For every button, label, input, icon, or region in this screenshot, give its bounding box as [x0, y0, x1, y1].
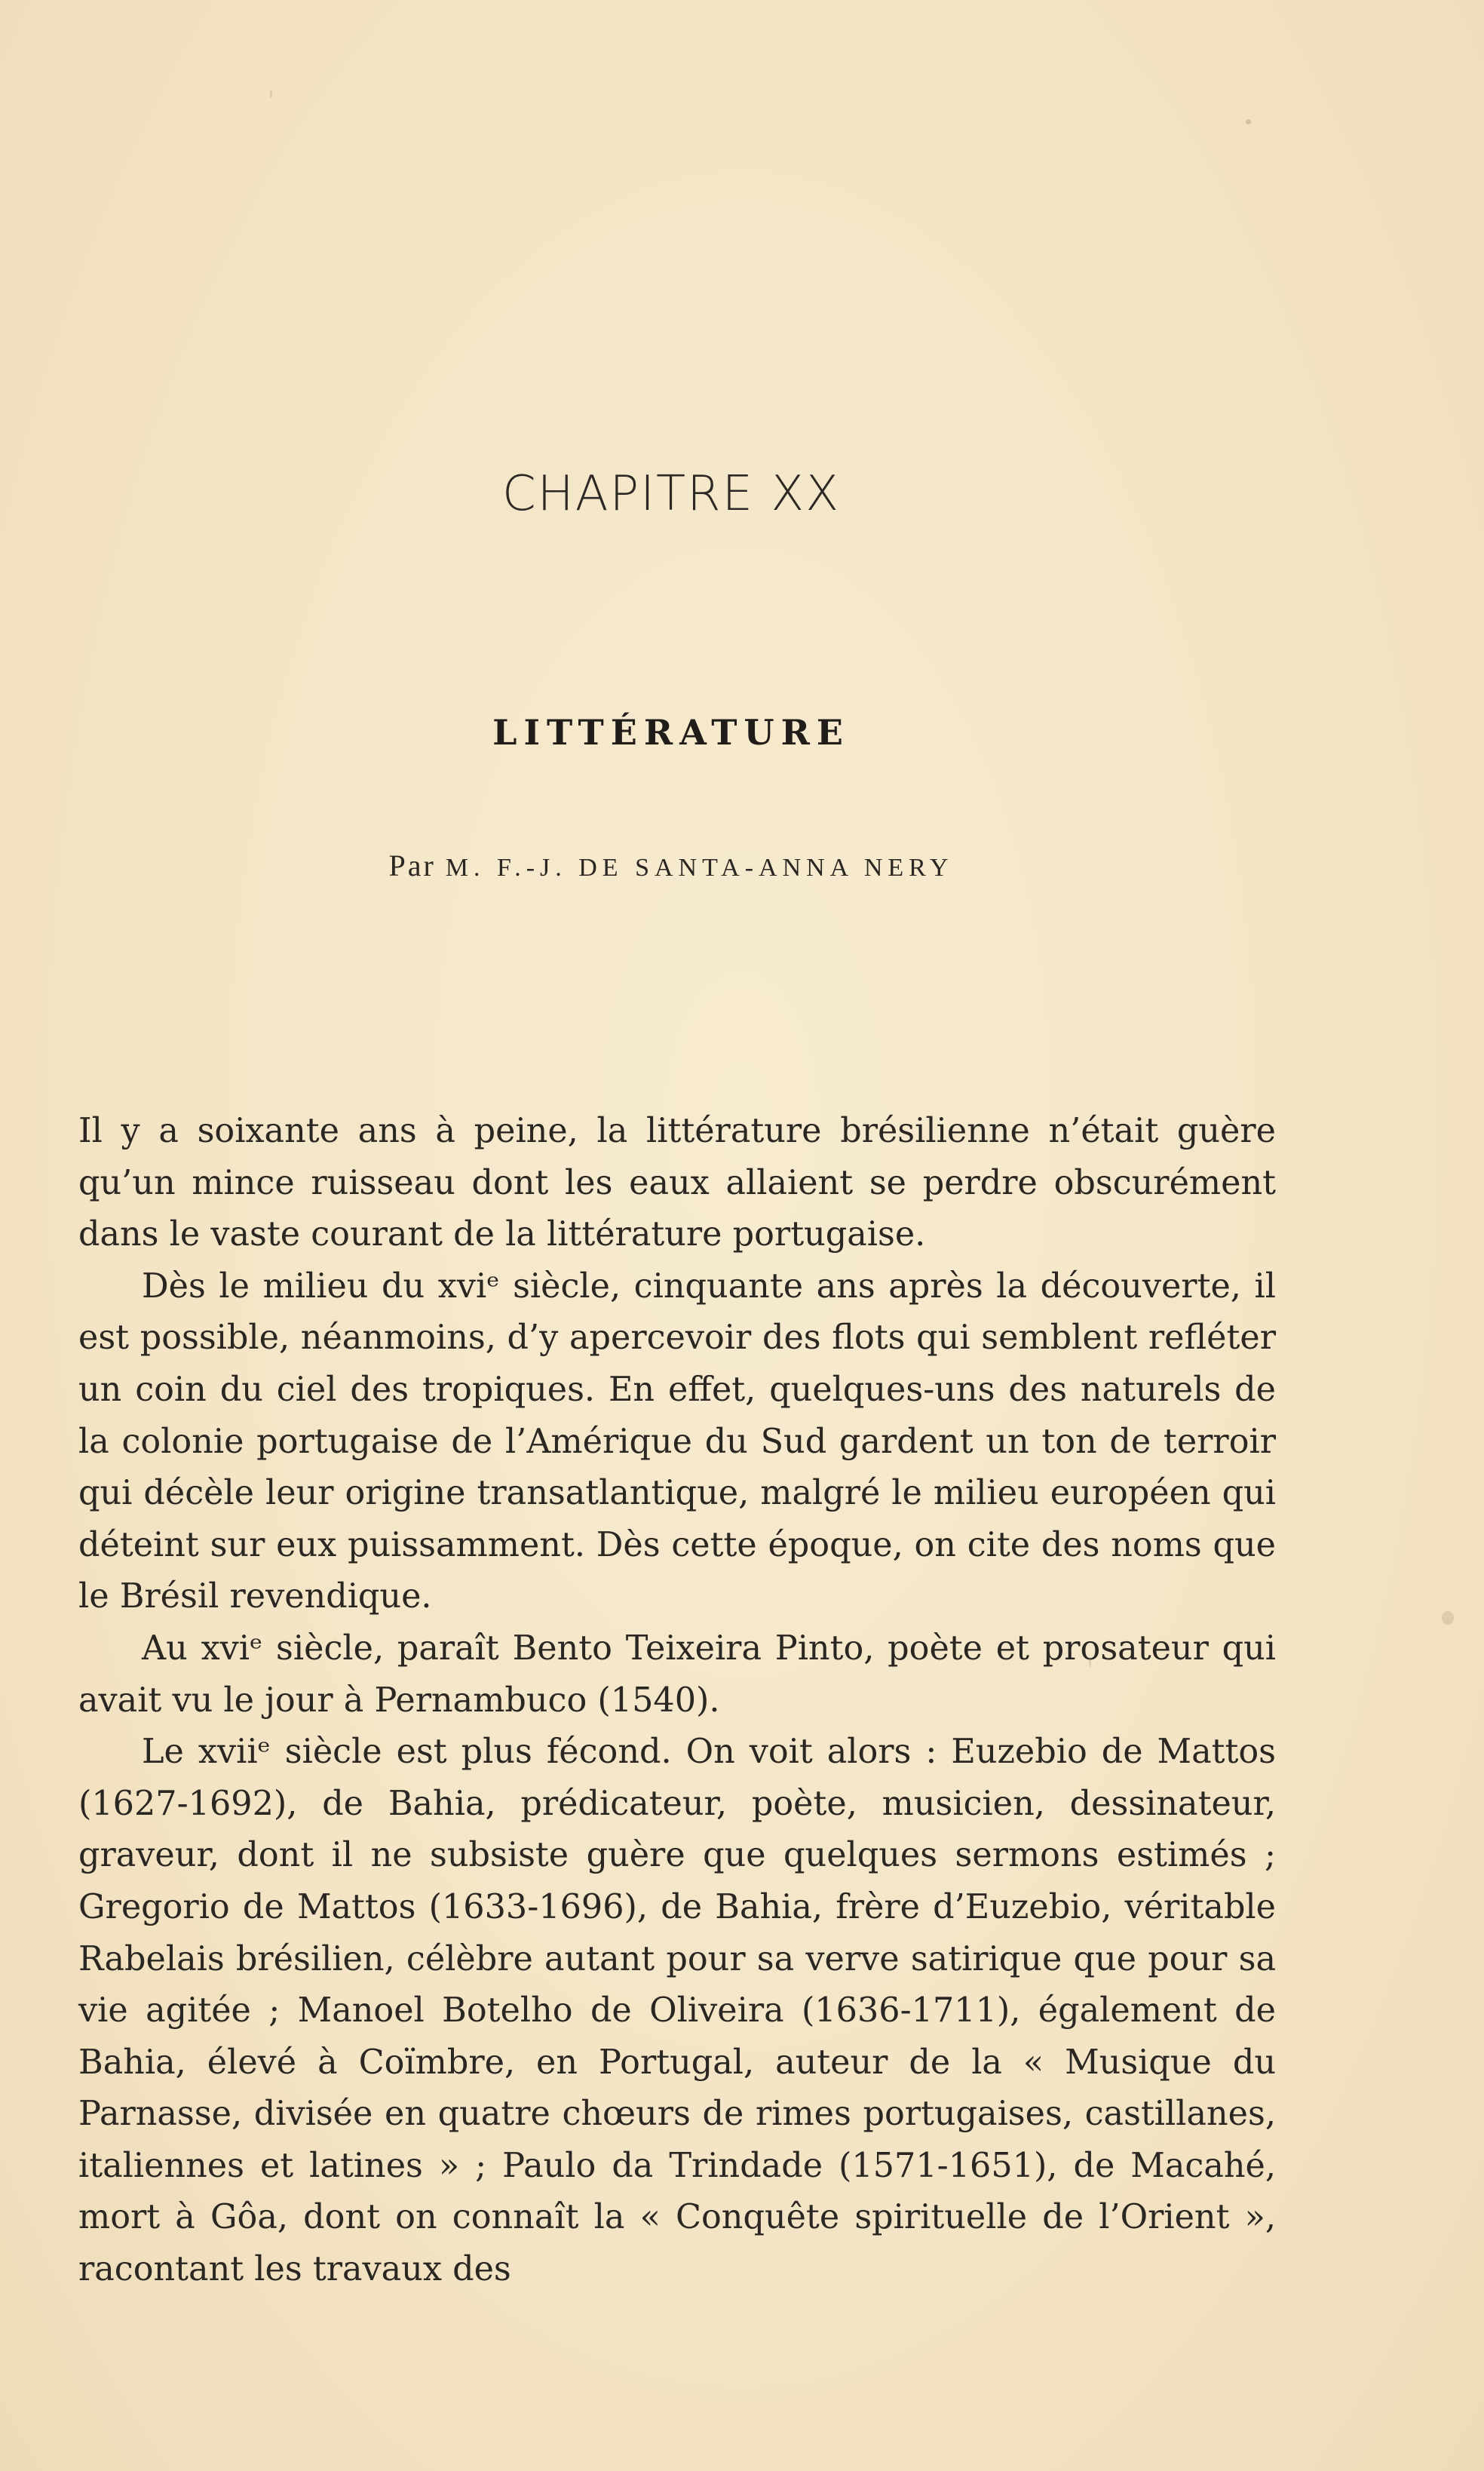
paragraph: Dès le milieu du xviᵉ siècle, cinquante ans après la découverte, il est possible, néanmoins, d’y apercevoir des flots qui semblent refléter un coin du ciel des tropiques. En effet, quelques-uns des naturels de la colonie portugaise de l’Amérique du Sud gardent un ton de terroir qui décèle leur origine transatlantique, malgré le milieu européen qui déteint sur eux puissamment. Dès cette époque, on cite des noms que le Brésil revendique. — [78, 1266, 1276, 1616]
body-text — [78, 1106, 1276, 2296]
section-heading: LITTÉRATURE — [492, 712, 850, 753]
chapter-heading: CHAPITRE XX — [501, 466, 841, 522]
paragraph: Le xviiᵉ siècle est plus fécond. On voit alors : Euzebio de Mattos (1627-1692), de Bahia, prédicateur, poète, musicien, dessinateur, graveur, dont il ne subsiste guère que quelques sermons estimés ; Gregorio de Mattos (1633-1696), de Bahia, frère d’Euzebio, véritable Rabelais brésilien, célèbre autant pour sa verve satirique que pour sa vie agitée ; Manoel Botelho de Oliveira (1636-1711), également de Bahia, élevé à Coïmbre, en Portugal, auteur de la « Musique du Parnasse, divisée en quatre chœurs de rimes portugaises, castillanes, italiennes et latines » ; Paulo da Trindade (1571-1651), de Macahé, mort à Gôa, dont on connaît la « Conquête spirituelle de l’Orient », racontant les travaux des — [78, 1733, 1276, 2289]
paragraph: Au xviᵉ siècle, paraît Bento Teixeira Pinto, poète et prosateur qui avait vu le jour à Pernambuco (1540). — [78, 1628, 1276, 1720]
byline-prefix: Par — [388, 849, 436, 882]
paragraph: Il y a soixante ans à peine, la littérature brésilienne n’était guère qu’un mince ruisseau dont les eaux allaient se perdre obscurément dans le vaste courant de la littérature portugaise. — [78, 1112, 1276, 1254]
paper-speck — [1442, 1611, 1454, 1625]
paper-speck — [1246, 119, 1251, 124]
paper-speck — [1089, 1656, 1091, 1667]
byline-author: M. F.-J. DE SANTA-ANNA NERY — [445, 854, 954, 882]
author-byline — [0, 848, 1342, 883]
paper-speck — [270, 91, 272, 98]
